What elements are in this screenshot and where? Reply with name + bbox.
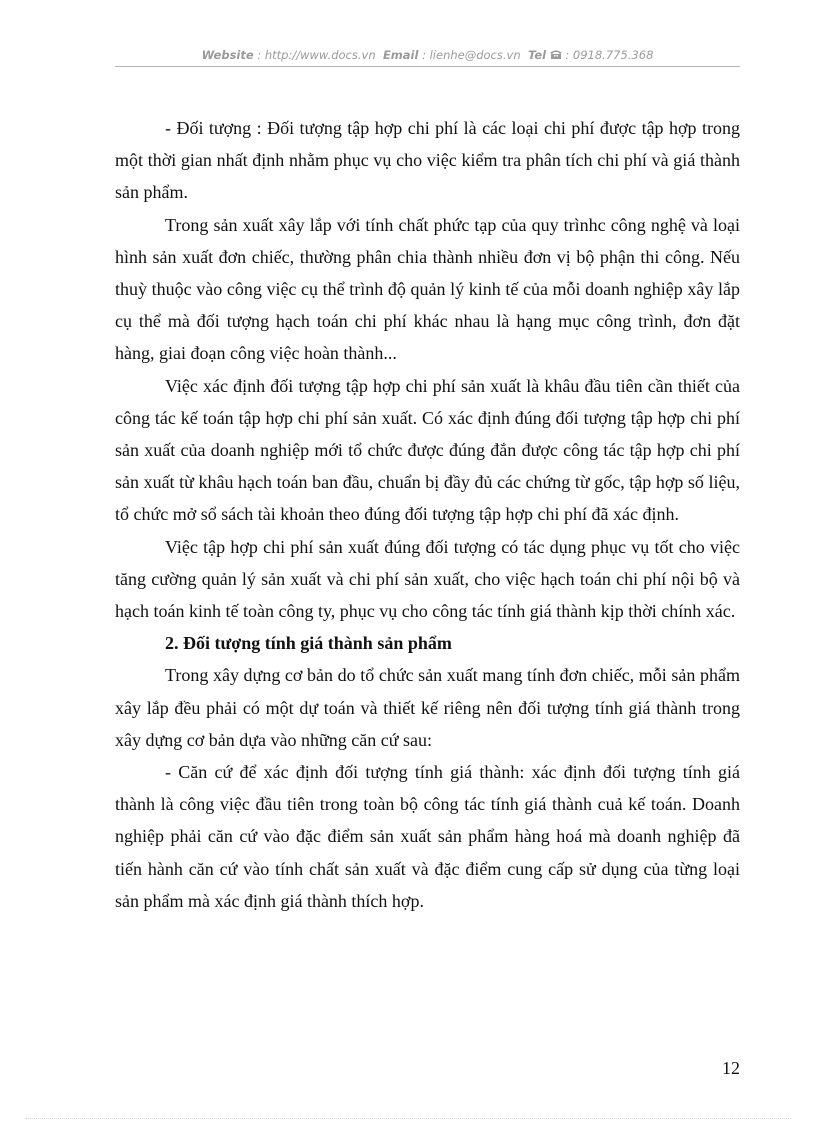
body-text — [115, 112, 740, 917]
tel-label: Tel — [527, 48, 547, 62]
paragraph: - Đối tượng : Đối tượng tập hợp chi phí là các loại chi phí được tập hợp trong một thời gian nhất định nhằm phục vụ cho việc kiểm tra phân tích chi phí và giá thành sản phẩm. — [115, 118, 740, 203]
section-heading: 2. Đối tượng tính giá thành sản phẩm — [165, 633, 452, 654]
tel-value: : 0918.775.368 — [565, 48, 654, 62]
page-number: 12 — [722, 1058, 740, 1078]
paragraph: Việc xác định đối tượng tập hợp chi phí sản xuất là khâu đầu tiên cần thiết của công tác kế toán tập hợp chi phí sản xuất. Có xác định đúng đối tượng tập hợp chi phí sản xuất của doanh nghiệp mới tổ chức được đúng đắn được công tác tập hợp chi phí sản xuất từ khâu hạch toán ban đầu, chuẩn bị đầy đủ các chứng từ gốc, tập hợp số liệu, tổ chức mở sổ sách tài khoản theo đúng đối tượng tập hợp chi phí đã xác định. — [115, 375, 740, 525]
paragraph: Trong sản xuất xây lắp với tính chất phức tạp của quy trìnhc công nghệ và loại hình sản xuất đơn chiếc, thường phân chia thành nhiều đơn vị bộ phận thi công. Nếu thuỳ thuộc vào công việc cụ thể trình độ quản lý kinh tế của mỗi doanh nghiệp xây lắp cụ thể mà đối tượng hạch toán chi phí khác nhau là hạng mục công trình, đơn đặt hàng, giai đoạn công việc hoàn thành... — [115, 214, 740, 364]
website-label: Website — [201, 48, 254, 62]
paragraph: Trong xây dựng cơ bản do tổ chức sản xuất mang tính đơn chiếc, mỗi sản phẩm xây lắp đều phải có một dự toán và thiết kế riêng nên đối tượng tính giá thành trong xây dựng cơ bản dựa vào những căn cứ sau: — [115, 665, 740, 750]
paragraph: Việc tập hợp chi phí sản xuất đúng đối tượng có tác dụng phục vụ tốt cho việc tăng cường quản lý sản xuất và chi phí sản xuất, cho việc hạch toán chi phí nội bộ và hạch toán kinh tế toàn công ty, phục vụ cho công tác tính giá thành kịp thời chính xác. — [115, 536, 740, 622]
page-header — [115, 48, 740, 63]
website-value: : http://www.docs.vn — [257, 48, 376, 62]
paragraph: - Căn cứ để xác định đối tượng tính giá thành: xác định đối tượng tính giá thành là công việc đầu tiên trong toàn bộ công tác tính giá thành cuả kế toán. Doanh nghiệp phải căn cứ vào đặc điểm sản xuất sản phẩm hàng hoá mà doanh nghiệp đã tiến hành căn cứ vào tính chất sản xuất và đặc điểm cung cấp sử dụng của từng loại sản phẩm mà xác định giá thành thích hợp. — [115, 762, 740, 911]
email-value: : lienhe@docs.vn — [422, 48, 521, 62]
phone-icon — [550, 49, 562, 63]
footer-divider — [25, 1118, 791, 1119]
email-label: Email — [382, 48, 419, 62]
header-divider — [115, 66, 740, 67]
